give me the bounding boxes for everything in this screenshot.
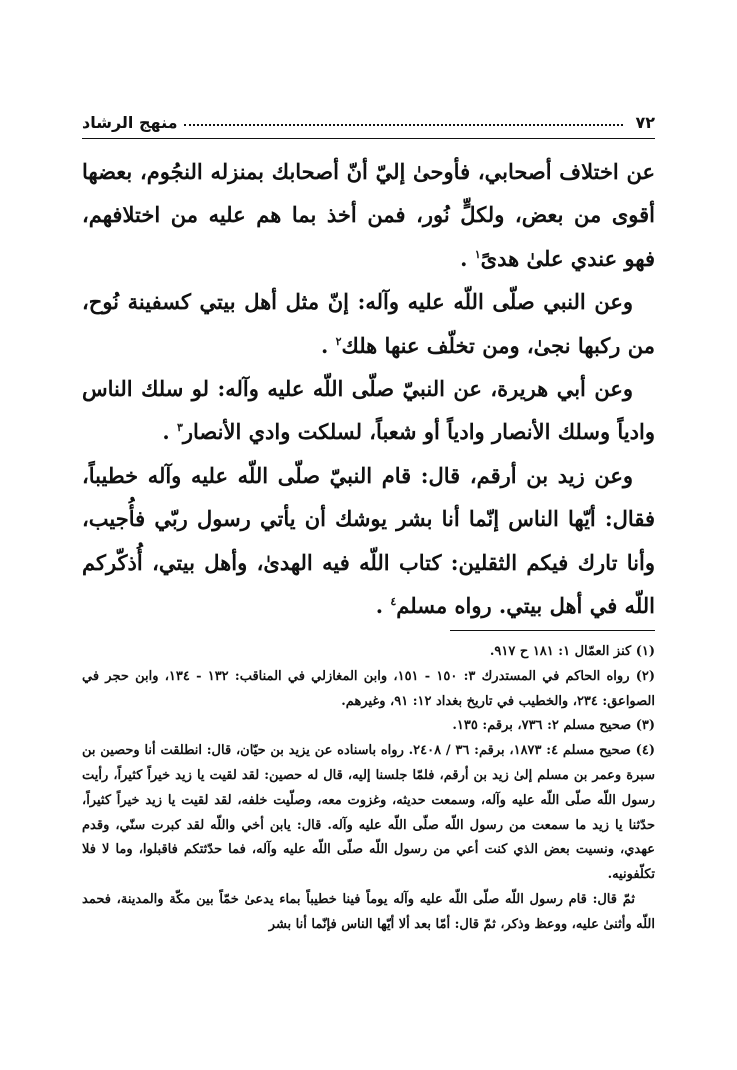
paragraph-4-end: .: [375, 593, 391, 619]
footnote-separator: [450, 630, 655, 631]
paragraph-1-end: .: [460, 245, 475, 271]
header-rule: [82, 138, 655, 139]
paragraph-4-text: وعن زيد بن أرقم، قال: قام النبيّ صلّى اللّه عليه وآله خطيباً، فقال: أيّها الناس إنّما أنا بشر يوشك أن يأتي رسول ربّي فأُجيب، وأنا تارك فيكم الثقلين: كتاب اللّه فيه الهدىٰ، وأهل بيتي، أُذكّركم اللّه في أهل بيتي. رواه مسلم: [82, 462, 655, 619]
paragraph-1: [82, 150, 655, 280]
footnote-1: (١) كنز العمّال ١: ١٨١ ح ٩١٧.: [489, 644, 655, 659]
footnote-ref-3: ٣: [176, 421, 183, 435]
footnotes: [82, 640, 655, 938]
main-text: [82, 150, 655, 627]
paragraph-1-text: عن اختلاف أصحابي، فأوحىٰ إليّ أنّ أصحابك بمنزله النجُوم، بعضها أقوى من بعض، ولكلٍّ نُور، فمن أخذ بما هم عليه من اختلافهم، فهو عندي علىٰ هدىً: [82, 159, 655, 271]
footnote-ref-4: ٤: [390, 595, 397, 609]
footnote-3: (٣) صحيح مسلم ٢: ٧٣٦، برقم: ١٣٥.: [452, 718, 655, 734]
paragraph-3-end: .: [162, 419, 177, 445]
paragraph-4: [82, 454, 655, 628]
footnote-ref-2: ٢: [335, 334, 342, 348]
footnote-4-continuation: ثمّ قال: قام رسول اللّه صلّى اللّه عليه وآله يوماً فينا خطيباً بماء يدعىٰ خمّاً بين مكّة والمدينة، فحمد اللّه وأثنىٰ عليه، ووعظ وذكر، ثمّ قال: أمّا بعد ألا أيّها الناس فإنّما أنا بشر: [82, 891, 655, 932]
page-number: ٧٢: [635, 113, 655, 132]
footnote-ref-1: ١: [474, 247, 481, 261]
paragraph-2-text: وعن النبي صلّى اللّه عليه وآله: إنّ مثل أهل بيتي كسفينة نُوح، من ركبها نجىٰ، ومن تخلّف عنها هلك: [82, 289, 655, 358]
footnote-4: (٤) صحيح مسلم ٤: ١٨٧٣، برقم: ٣٦ / ٢٤٠٨. رواه باسناده عن يزيد بن حيّان، قال: انطلقت أنا وحصين بن سبرة وعمر بن مسلم إلىٰ زيد بن أرقم، فلمّا جلسنا إليه، قال له حصين: لقد لقيت يا زيد خيراً كثيراً، رأيت رسول اللّه صلّى اللّه عليه وآله، وسمعت حديثه، وغزوت معه، وصلّيت خلفه، لقد لقيت يا زيد خيراً كثيراً، حدّثنا يا زيد ما سمعت من رسول اللّه صلّى اللّه عليه وآله. قال: يابن أخي واللّه لقد كبرت سنّي، وقدم عهدي، ونسيت بعض الذي كنت أعي من رسول اللّه صلّى اللّه عليه وآله، فما حدّثتكم فاقبلوا، وما لا فلا تكلّفونيه.: [82, 743, 655, 883]
paragraph-2-end: .: [320, 332, 336, 358]
leader-dots: [184, 124, 624, 126]
paragraph-3: [82, 367, 655, 454]
footnote-2: (٢) رواه الحاكم في المستدرك ٣: ١٥٠ - ١٥١، وابن المغازلي في المناقب: ١٣٢ - ١٣٤، وابن حجر في الصواعق: ٢٣٤، والخطيب في تاريخ بغداد ١٢: ٩١، وغيرهم.: [82, 668, 655, 709]
running-head: [82, 104, 655, 132]
paragraph-2: [82, 280, 655, 367]
paragraph-3-text: وعن أبي هريرة، عن النبيّ صلّى اللّه عليه وآله: لو سلك الناس وادياً وسلك الأنصار وادياً أو شعباً، لسلكت وادي الأنصار: [82, 376, 655, 445]
book-title: منهج الرشاد: [82, 113, 178, 132]
